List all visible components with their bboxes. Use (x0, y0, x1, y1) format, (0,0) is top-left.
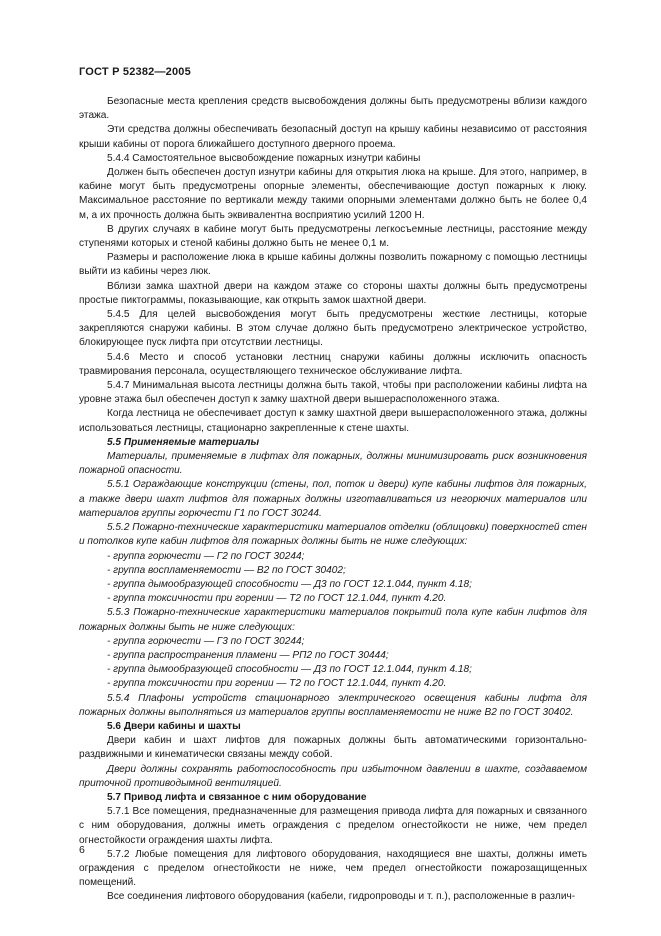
section-heading: 5.7 Привод лифта и связанное с ним оборудование (107, 791, 367, 803)
paragraph: 5.4.6 Место и способ установки лестниц снаружи кабины должны исключить опасность травмирования персонала, осуществляющего техническое обслуживание лифта. (79, 351, 587, 377)
section-heading: 5.5 Применяемые материалы (107, 436, 260, 448)
paragraph: 5.4.4 Самостоятельное высвобождение пожарных изнутри кабины (107, 152, 421, 164)
paragraph: 5.7.2 Любые помещения для лифтового оборудования, находящиеся вне шахты, должны иметь ограждения с пределом огнестойкости не ниже, чем предел огнестойкости пожарозащищенных помещений. (79, 848, 587, 889)
paragraph: Вблизи замка шахтной двери на каждом этаже со стороны шахты должны быть предусмотрены простые пиктограммы, показывающие, как открыть замок шахтной двери. (79, 280, 587, 306)
paragraph: - группа горючести — Г2 по ГОСТ 30244; (107, 550, 305, 562)
paragraph: - группа распространения пламени — РП2 по ГОСТ 30444; (107, 649, 389, 661)
paragraph: Двери кабин и шахт лифтов для пожарных должны быть автоматическими горизонтально-раздвижными и кинематически связаны между собой. (79, 735, 587, 761)
paragraph: - группа дымообразующей способности — Д3 по ГОСТ 12.1.044, пункт 4.18; (107, 578, 472, 590)
paragraph: Эти средства должны обеспечивать безопасный доступ на крышу кабины независимо от расстояния крыши кабины от порога ближайшего доступного дверного проема. (79, 124, 587, 150)
paragraph: 5.7.1 Все помещения, предназначенные для размещения привода лифта для пожарных и связанного с ним оборудования, должны иметь ограждения с пределом огнестойкости не ниже, чем предел огнестойкости ограждения шахты лифта. (79, 806, 587, 846)
paragraph: 5.4.7 Минимальная высота лестницы должна быть такой, чтобы при расположении кабины лифта на уровне этажа был обеспечен доступ к замку шахтной двери вышерасположенного этажа. (79, 380, 587, 406)
paragraph: В других случаях в кабине могут быть предусмотрены легкосъемные лестницы, расстояние между ступенями которых и стеной кабины должно быть не менее 0,1 м. (79, 223, 587, 250)
paragraph: Должен быть обеспечен доступ изнутри кабины для открытия люка на крыше. Для этого, например, в кабине могут быть предусмотрены опорные элементы, обеспечивающие доступ пожарных к люку. Максимальное расстояние по вертикали между такими опорными элементами должно быть не более 0,4 м, а их прочность должна быть эквивалентна восприятию усилий 1200 Н. (79, 167, 587, 221)
paragraph: Материалы, применяемые в лифтах для пожарных, должны минимизировать риск возникновения пожарной опасности. (79, 451, 587, 477)
page-header: ГОСТ Р 52382—2005 (79, 66, 191, 78)
paragraph: - группа дымообразующей способности — Д3 по ГОСТ 12.1.044, пункт 4.18; (107, 664, 472, 676)
paragraph: 5.5.2 Пожарно-технические характеристики материалов отделки (облицовки) поверхностей стен и потолков купе кабин лифтов для пожарных должны быть не ниже следующих: (79, 522, 587, 548)
paragraph: Когда лестница не обеспечивает доступ к замку шахтной двери вышерасположенного этажа, должны использоваться лестницы, стационарно закрепленные к стене шахты. (79, 408, 587, 434)
paragraph: - группа токсичности при горении — Т2 по ГОСТ 12.1.044, пункт 4.20. (107, 593, 447, 605)
paragraph: 5.5.1 Ограждающие конструкции (стены, пол, поток и двери) купе кабины лифтов для пожарных, а также двери шахт лифтов для пожарных должны изготавливаться из негорючих материалов или материалов группы горючести Г1 по ГОСТ 30244. (79, 479, 587, 519)
paragraph: Безопасные места крепления средств высвобождения должны быть предусмотрены вблизи каждого этажа. (79, 96, 587, 122)
paragraph: Двери должны сохранять работоспособность при избыточном давлении в шахте, создаваемом приточной противодымной вентиляцией. (79, 763, 587, 789)
paragraph: - группа токсичности при горении — Т2 по ГОСТ 12.1.044, пункт 4.20. (107, 678, 447, 690)
section-heading: 5.6 Двери кабины и шахты (107, 720, 241, 732)
paragraph: 5.5.4 Плафоны устройств стационарного электрического освещения кабины лифта для пожарных должны выполняться из материалов группы воспламеняемости не ниже В2 по ГОСТ 30402. (79, 692, 587, 718)
paragraph: 5.5.3 Пожарно-технические характеристики материалов покрытий пола купе кабин лифтов для пожарных должны быть не ниже следующих: (79, 607, 587, 633)
document-body (79, 95, 587, 905)
paragraph: Все соединения лифтового оборудования (кабели, гидропроводы и т. п.), расположенные в различ- (107, 891, 576, 903)
paragraph: - группа горючести — Г3 по ГОСТ 30244; (107, 635, 305, 647)
page-number: 6 (79, 844, 85, 856)
paragraph: - группа воспламеняемости — В2 по ГОСТ 30402; (107, 564, 346, 576)
paragraph: Размеры и расположение люка в крыше кабины должны позволить пожарному с помощью лестницы выйти из кабины через люк. (79, 252, 587, 278)
paragraph: 5.4.5 Для целей высвобождения могут быть предусмотрены жесткие лестницы, которые закрепляются снаружи кабины. В этом случае должно быть предусмотрено электрическое устройство, блокирующее пуск лифта при отсутствии лестницы. (79, 309, 587, 349)
